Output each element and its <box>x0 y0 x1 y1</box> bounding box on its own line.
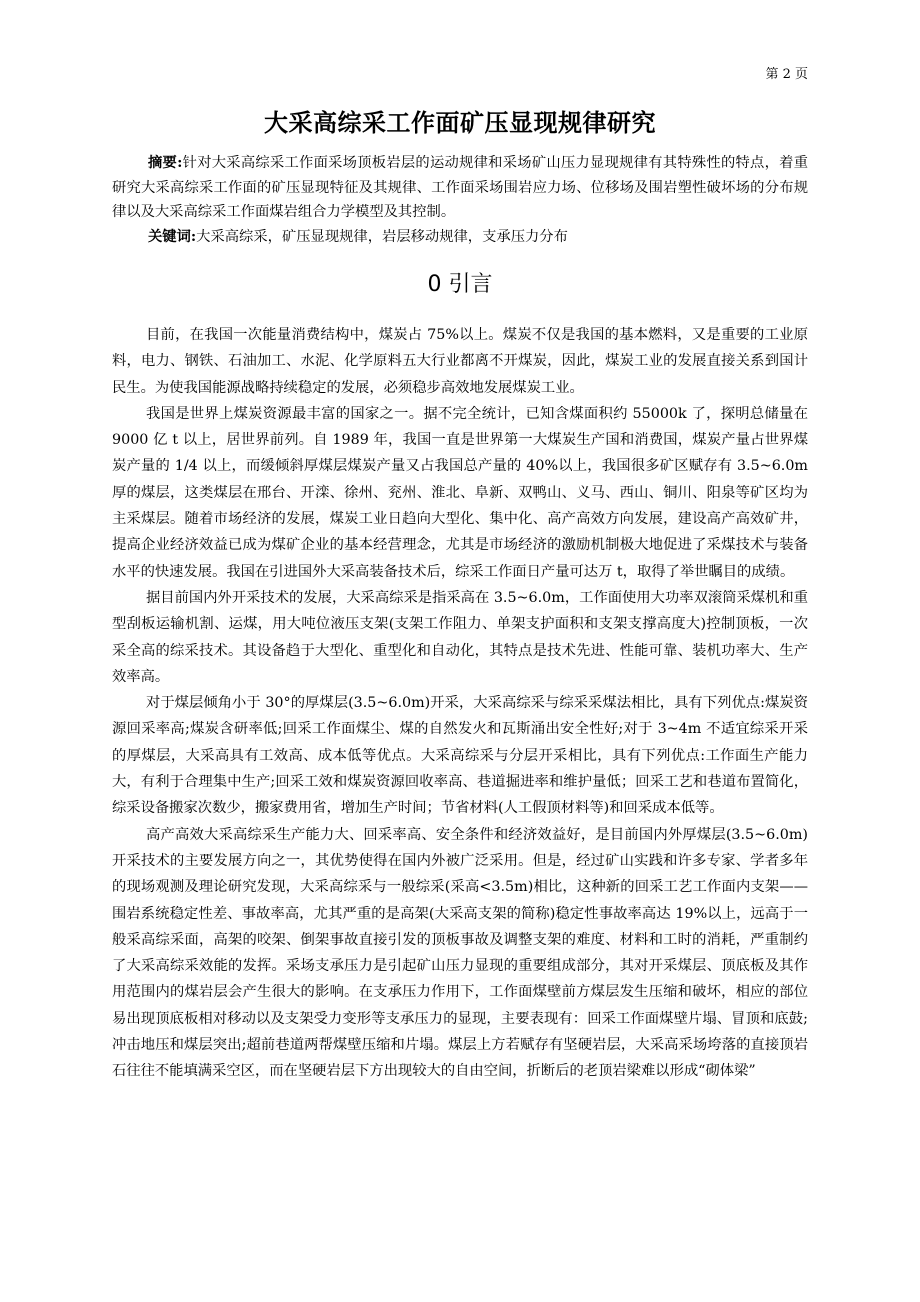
page-number: 第 2 页 <box>765 67 808 82</box>
section-heading: 0 引言 <box>427 272 493 297</box>
body-paragraph: 据目前国内外开采技术的发展，大采高综采是指采高在 3.5~6.0m，工作面使用大功率双滚筒采煤机和重型刮板运输机割、运煤，用大吨位液压支架(支架工作阻力、单架支护面积和支架支撑高度大)控制顶板，一次采全高的综采技术。其设备趋于大型化、重型化和自动化，其特点是技术先进、性能可靠、装机功率大、生产效率高。 <box>112 589 808 685</box>
keywords-paragraph <box>112 225 808 250</box>
body-paragraph: 高产高效大采高综采生产能力大、回采率高、安全条件和经济效益好，是目前国内外厚煤层(3.5~6.0m)开采技术的主要发展方向之一，其优势使得在国内外被广泛采用。但是，经过矿山实践和许多专家、学者多年的现场观测及理论研究发现，大采高综采与一般综采(采高<3.5m)相比，这种新的回采工艺工作面内支架——围岩系统稳定性差、事故率高，尤其严重的是高架(大采高支架的简称)稳定性事故率高达 19%以上，远高于一般采高综采面，高架的咬架、倒架事故直接引发的顶板事故及调整支架的难度、材料和工时的消耗，严重制约了大采高综采效能的发挥。采场支承压力是引起矿山压力显现的重要组成部分，其对开采煤层、顶底板及其作用范围内的煤岩层会产生很大的影响。在支承压力作用下，工作面煤壁前方煤层发生压缩和破坏，相应的部位易出现顶底板相对移动以及支架受力变形等支承压力的显现，主要表现有：回采工作面煤壁片塌、冒顶和底鼓;冲击地压和煤层突出;超前巷道两帮煤壁压缩和片塌。煤层上方若赋存有坚硬岩层，大采高采场垮落的直接顶岩石往往不能填满采空区，而在坚硬岩层下方出现较大的自由空间，折断后的老顶岩梁难以形成“砌体梁” <box>112 826 808 1080</box>
keywords-text: 大采高综采，矿压显现规律，岩层移动规律，支承压力分布 <box>196 228 568 245</box>
abstract-label: 摘要: <box>148 155 183 171</box>
abstract-section <box>112 151 808 249</box>
body-paragraph: 我国是世界上煤炭资源最丰富的国家之一。据不完全统计，已知含煤面积约 55000k 了，探明总储量在 9000 亿 t 以上，居世界前列。自 1989 年，我国一直是世界第一大煤炭生产国和消费国，煤炭产量占世界煤炭产量的 1/4 以上，而缓倾斜厚煤层煤炭产量又占我国总产量的 40%以上，我国很多矿区赋存有 3.5~6.0m 厚的煤层，这类煤层在邢台、开滦、徐州、兖州、淮北、阜新、双鸭山、义马、西山、铜川、阳泉等矿区均为主采煤层。随着市场经济的发展，煤炭工业日趋向大型化、集中化、高产高效方向发展，建设高产高效矿井，提高企业经济效益已成为煤矿企业的基本经营理念，尤其是市场经济的激励机制极大地促进了采煤技术与装备水平的快速发展。我国在引进国外大采高装备技术后，综采工作面日产量可达万 t，取得了举世瞩目的成绩。 <box>112 405 808 580</box>
abstract-paragraph <box>112 151 808 225</box>
body-text <box>112 322 808 1085</box>
document-title: 大采高综采工作面矿压显现规律研究 <box>264 109 656 137</box>
body-paragraph: 目前，在我国一次能量消费结构中，煤炭占 75%以上。煤炭不仅是我国的基本燃料，又是重要的工业原料，电力、钢铁、石油加工、水泥、化学原料五大行业都离不开煤炭，因此，煤炭工业的发展直接关系到国计民生。为使我国能源战略持续稳定的发展，必须稳步高效地发展煤炭工业。 <box>112 327 808 396</box>
abstract-text: 针对大采高综采工作面采场顶板岩层的运动规律和采场矿山压力显现规律有其特殊性的特点，着重研究大采高综采工作面的矿压显现特征及其规律、工作面采场围岩应力场、位移场及围岩塑性破坏场的分布规律以及大采高综采工作面煤岩组合力学模型及其控制。 <box>112 155 809 220</box>
keywords-label: 关键词: <box>148 228 197 245</box>
body-paragraph: 对于煤层倾角小于 30°的厚煤层(3.5~6.0m)开采，大采高综采与综采采煤法相比，具有下列优点:煤炭资源回采率高;煤炭含研率低;回采工作面煤尘、煤的自然发火和瓦斯涌出安全性好;对于 3~4m 不适宜综采开采的厚煤层，大采高具有工效高、成本低等优点。大采高综采与分层开采相比，具有下列优点:工作面生产能力大，有利于合理集中生产;回采工效和煤炭资源回收率高、巷道掘进率和维护量低；回采工艺和巷道布置简化，综采设备搬家次数少，搬家费用省，增加生产时间；节省材料(人工假顶材料等)和回采成本低等。 <box>112 695 808 817</box>
